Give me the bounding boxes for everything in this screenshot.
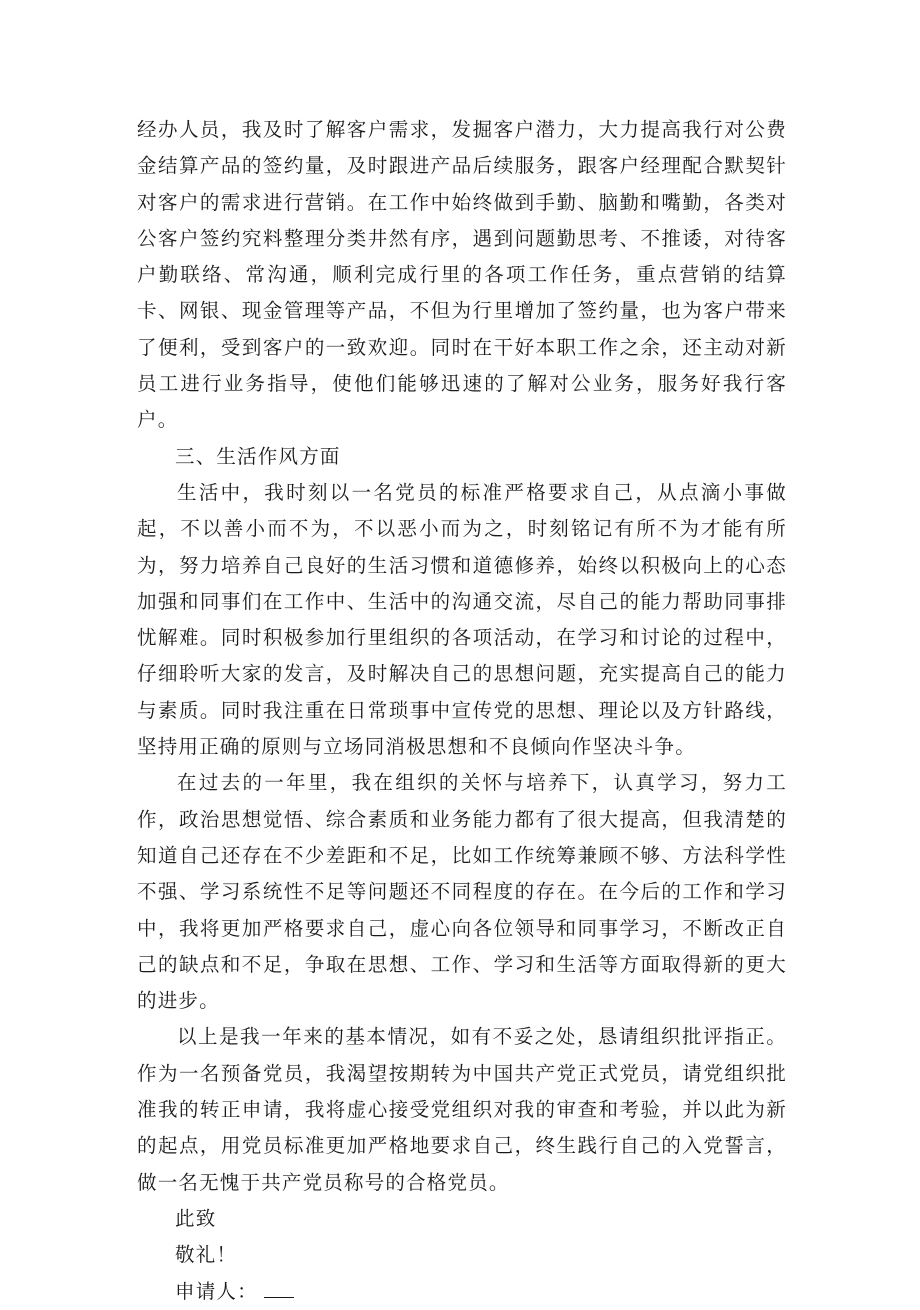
paragraph-request: 以上是我一年来的基本情况，如有不妥之处，恳请组织批评指正。作为一名预备党员，我渴望按期转为中国共产党正式党员，请党组织批准我的转正申请，我将虚心接受党组织对我的审查和考验，并以此为新的起点，用党员标准更加严格地要求自己，终生践行自己的入党誓言，做一名无愧于共产党员称号的合格党员。 xyxy=(137,1025,787,1194)
paragraph-work-continued: 经办人员，我及时了解客户需求，发掘客户潜力，大力提高我行对公费金结算产品的签约量，及时跟进产品后续服务，跟客户经理配合默契针对客户的需求进行营销。在工作中始终做到手勤、脑勤和嘴勤，各类对公客户签约究料整理分类井然有序，遇到问题勤思考、不推诿，对待客户勤联络、常沟通，顺利完成行里的各项工作任务，重点营销的结算卡、网银、现金管理等产品，不但为行里增加了签约量，也为客户带来了便利，受到客户的一致欢迎。同时在干好本职工作之余，还主动对新员工进行业务指导，使他们能够迅速的了解对公业务，服务好我行客户。 xyxy=(137,118,787,432)
closing-salutation: 此致 xyxy=(175,1206,217,1230)
signature-label: 申请人： xyxy=(175,1279,258,1303)
signature-line xyxy=(137,1274,787,1310)
closing-regards: 敬礼！ xyxy=(175,1243,238,1267)
signature-blank xyxy=(264,1281,294,1298)
section-heading-lifestyle: 三、生活作风方面 xyxy=(175,444,341,468)
document-page xyxy=(137,112,787,1310)
paragraph-summary: 在过去的一年里，我在组织的关怀与培养下，认真学习，努力工作，政治思想觉悟、综合素质和业务能力都有了很大提高，但我清楚的知道自己还存在不少差距和不足，比如工作统筹兼顾不够、方法科学性不强、学习系统性不足等问题还不同程度的存在。在今后的工作和学习中，我将更加严格要求自己，虚心向各位领导和同事学习，不断改正自己的缺点和不足，争取在思想、工作、学习和生活等方面取得新的更大的进步。 xyxy=(137,771,787,1013)
paragraph-lifestyle: 生活中，我时刻以一名党员的标准严格要求自己，从点滴小事做起，不以善小而不为，不以恶小而为之，时刻铭记有所不为才能有所为，努力培养自己良好的生活习惯和道德修养，始终以积极向上的心态加强和同事们在工作中、生活中的沟通交流，尽自己的能力帮助同事排忧解难。同时积极参加行里组织的各项活动，在学习和讨论的过程中，仔细聆听大家的发言，及时解决自己的思想问题，充实提高自己的能力与素质。同时我注重在日常琐事中宣传党的思想、理论以及方针路线，坚持用正确的原则与立场同消极思想和不良倾向作坚决斗争。 xyxy=(137,480,787,759)
